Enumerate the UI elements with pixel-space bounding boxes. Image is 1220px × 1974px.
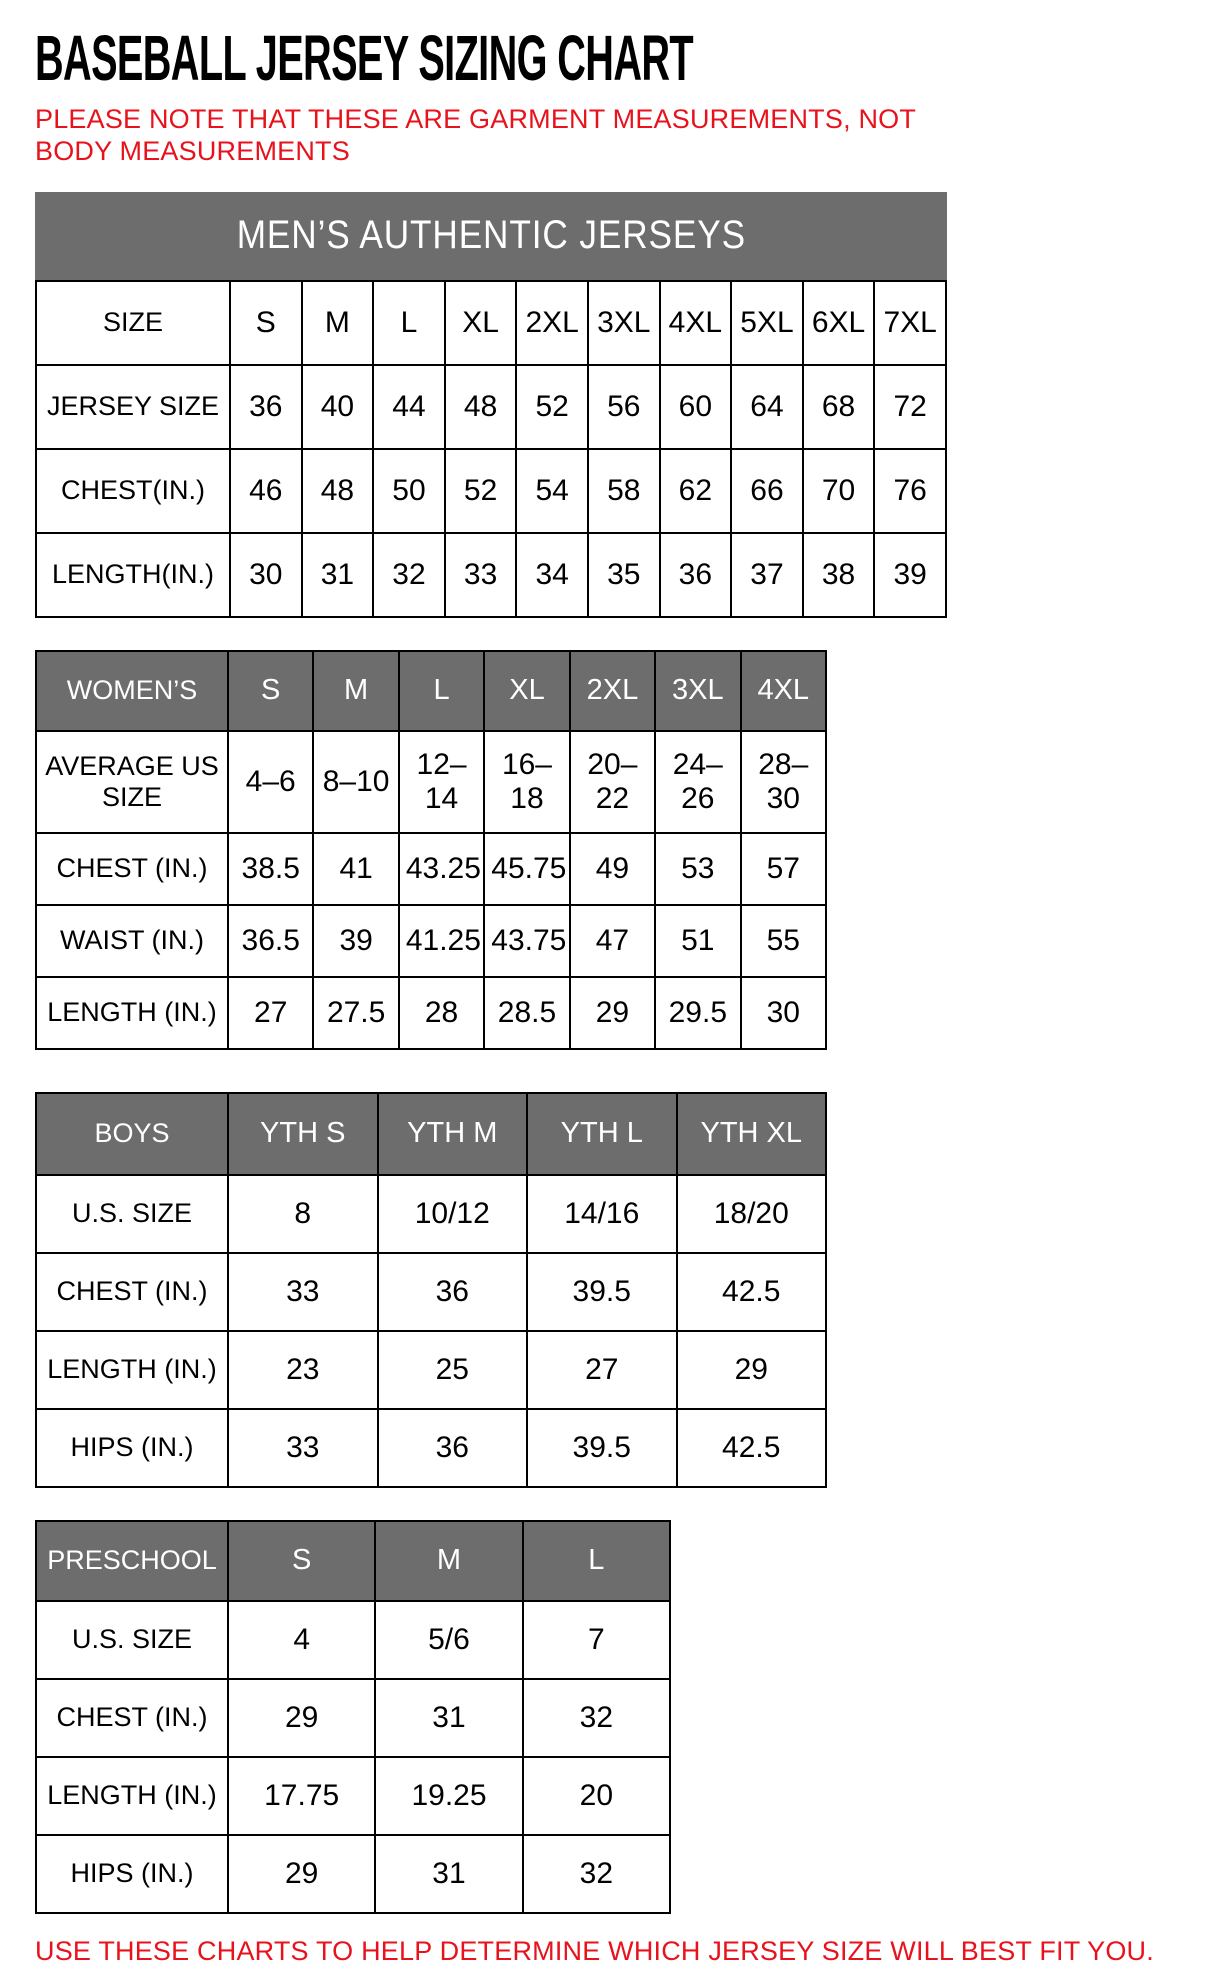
table-header-size: 3XL <box>655 651 740 731</box>
value-cell: 14/16 <box>527 1175 677 1253</box>
value-cell: 18/20 <box>677 1175 827 1253</box>
value-cell: 28 <box>399 977 484 1049</box>
table-row <box>36 905 826 977</box>
preschool-table-section <box>35 1520 1190 1914</box>
value-cell: 39 <box>313 905 398 977</box>
mens-table-banner-text: MEN’S AUTHENTIC JERSEYS <box>236 213 746 258</box>
value-cell: 36.5 <box>228 905 313 977</box>
row-label-cell: WAIST (IN.) <box>36 905 228 977</box>
value-cell: 7 <box>523 1601 670 1679</box>
row-label-cell: JERSEY SIZE <box>36 365 230 449</box>
value-cell: 36 <box>378 1409 528 1487</box>
row-label-cell: LENGTH (IN.) <box>36 1331 228 1409</box>
value-cell: 53 <box>655 833 740 905</box>
table-row <box>36 1601 670 1679</box>
value-cell: 4XL <box>660 281 732 365</box>
value-cell: 52 <box>445 449 517 533</box>
value-cell: 4 <box>228 1601 375 1679</box>
row-label-cell: CHEST (IN.) <box>36 833 228 905</box>
table-header-row <box>36 1093 826 1175</box>
value-cell: 4–6 <box>228 731 313 833</box>
value-cell: 56 <box>588 365 660 449</box>
value-cell: 37 <box>731 533 803 617</box>
row-label-cell: LENGTH (IN.) <box>36 1757 228 1835</box>
value-cell: 5XL <box>731 281 803 365</box>
value-cell: 29 <box>570 977 655 1049</box>
value-cell: 32 <box>523 1835 670 1913</box>
table-header-size: L <box>523 1521 670 1601</box>
value-cell: 50 <box>373 449 445 533</box>
value-cell: 7XL <box>874 281 946 365</box>
value-cell: 54 <box>516 449 588 533</box>
table-row <box>36 281 946 365</box>
mens-table-section <box>35 192 1190 618</box>
table-header-row <box>36 1521 670 1601</box>
table-header-size: S <box>228 651 313 731</box>
value-cell: 43.75 <box>484 905 569 977</box>
row-label-cell: CHEST (IN.) <box>36 1679 228 1757</box>
value-cell: 33 <box>228 1409 378 1487</box>
value-cell: 62 <box>660 449 732 533</box>
value-cell: 36 <box>660 533 732 617</box>
table-row <box>36 1331 826 1409</box>
value-cell: L <box>373 281 445 365</box>
value-cell: 17.75 <box>228 1757 375 1835</box>
value-cell: 33 <box>445 533 517 617</box>
value-cell: 68 <box>803 365 875 449</box>
value-cell: 31 <box>375 1835 522 1913</box>
value-cell: 24–26 <box>655 731 740 833</box>
table-header-size: L <box>399 651 484 731</box>
value-cell: 42.5 <box>677 1409 827 1487</box>
value-cell: XL <box>445 281 517 365</box>
value-cell: 46 <box>230 449 302 533</box>
value-cell: 8 <box>228 1175 378 1253</box>
row-label-cell: CHEST (IN.) <box>36 1253 228 1331</box>
table-row <box>36 533 946 617</box>
value-cell: 36 <box>378 1253 528 1331</box>
value-cell: 36 <box>230 365 302 449</box>
table-row <box>36 1835 670 1913</box>
table-header-label: WOMEN’S <box>36 651 228 731</box>
table-row <box>36 449 946 533</box>
table-header-size: M <box>375 1521 522 1601</box>
value-cell: 72 <box>874 365 946 449</box>
womens-sizing-table <box>35 650 827 1050</box>
table-header-size: 2XL <box>570 651 655 731</box>
preschool-sizing-table <box>35 1520 671 1914</box>
value-cell: 38.5 <box>228 833 313 905</box>
value-cell: 5/6 <box>375 1601 522 1679</box>
value-cell: 10/12 <box>378 1175 528 1253</box>
value-cell: 40 <box>302 365 374 449</box>
value-cell: 64 <box>731 365 803 449</box>
value-cell: 23 <box>228 1331 378 1409</box>
value-cell: 58 <box>588 449 660 533</box>
value-cell: 12–14 <box>399 731 484 833</box>
value-cell: 27.5 <box>313 977 398 1049</box>
table-header-size: 4XL <box>741 651 826 731</box>
value-cell: 27 <box>228 977 313 1049</box>
value-cell: 20 <box>523 1757 670 1835</box>
boys-sizing-table <box>35 1092 827 1488</box>
value-cell: 6XL <box>803 281 875 365</box>
value-cell: 60 <box>660 365 732 449</box>
value-cell: 34 <box>516 533 588 617</box>
value-cell: 45.75 <box>484 833 569 905</box>
value-cell: 41.25 <box>399 905 484 977</box>
value-cell: 32 <box>523 1679 670 1757</box>
value-cell: 38 <box>803 533 875 617</box>
table-header-size: XL <box>484 651 569 731</box>
table-header-size: YTH S <box>228 1093 378 1175</box>
table-header-size: YTH L <box>527 1093 677 1175</box>
value-cell: 70 <box>803 449 875 533</box>
value-cell: 51 <box>655 905 740 977</box>
value-cell: 52 <box>516 365 588 449</box>
page-title <box>35 22 1190 94</box>
page-title-text: BASEBALL JERSEY SIZING CHART <box>35 22 694 94</box>
value-cell: 25 <box>378 1331 528 1409</box>
value-cell: 3XL <box>588 281 660 365</box>
value-cell: 2XL <box>516 281 588 365</box>
value-cell: 16–18 <box>484 731 569 833</box>
value-cell: 29 <box>677 1331 827 1409</box>
table-row <box>36 1253 826 1331</box>
table-header-size: S <box>228 1521 375 1601</box>
value-cell: 57 <box>741 833 826 905</box>
value-cell: 39.5 <box>527 1253 677 1331</box>
table-row <box>36 731 826 833</box>
row-label-cell: CHEST(IN.) <box>36 449 230 533</box>
row-label-cell: LENGTH(IN.) <box>36 533 230 617</box>
value-cell: 76 <box>874 449 946 533</box>
value-cell: 66 <box>731 449 803 533</box>
womens-table-section <box>35 650 1190 1050</box>
table-header-row <box>36 651 826 731</box>
value-cell: 28–30 <box>741 731 826 833</box>
value-cell: 41 <box>313 833 398 905</box>
row-label-cell: U.S. SIZE <box>36 1175 228 1253</box>
value-cell: 29 <box>228 1679 375 1757</box>
row-label-cell: U.S. SIZE <box>36 1601 228 1679</box>
table-header-size: YTH XL <box>677 1093 827 1175</box>
value-cell: 48 <box>445 365 517 449</box>
table-header-size: M <box>313 651 398 731</box>
row-label-cell: HIPS (IN.) <box>36 1835 228 1913</box>
value-cell: 48 <box>302 449 374 533</box>
value-cell: M <box>302 281 374 365</box>
value-cell: 8–10 <box>313 731 398 833</box>
value-cell: 32 <box>373 533 445 617</box>
value-cell: 29.5 <box>655 977 740 1049</box>
row-label-cell: LENGTH (IN.) <box>36 977 228 1049</box>
value-cell: 27 <box>527 1331 677 1409</box>
table-row <box>36 1757 670 1835</box>
value-cell: 20–22 <box>570 731 655 833</box>
row-label-cell: HIPS (IN.) <box>36 1409 228 1487</box>
value-cell: 49 <box>570 833 655 905</box>
value-cell: 30 <box>741 977 826 1049</box>
value-cell: 39 <box>874 533 946 617</box>
value-cell: 35 <box>588 533 660 617</box>
garment-measurement-note: PLEASE NOTE THAT THESE ARE GARMENT MEASUREMENTS, NOT BODY MEASUREMENTS <box>35 104 916 166</box>
table-row <box>36 1409 826 1487</box>
table-row <box>36 1679 670 1757</box>
value-cell: 28.5 <box>484 977 569 1049</box>
value-cell: 33 <box>228 1253 378 1331</box>
value-cell: 31 <box>302 533 374 617</box>
value-cell: 29 <box>228 1835 375 1913</box>
value-cell: 43.25 <box>399 833 484 905</box>
value-cell: 30 <box>230 533 302 617</box>
boys-table-section <box>35 1092 1190 1488</box>
table-header-label: BOYS <box>36 1093 228 1175</box>
mens-table-banner <box>35 192 947 280</box>
table-row <box>36 833 826 905</box>
footer-note: USE THESE CHARTS TO HELP DETERMINE WHICH JERSEY SIZE WILL BEST FIT YOU. <box>35 1935 1154 1966</box>
value-cell: 19.25 <box>375 1757 522 1835</box>
table-header-size: YTH M <box>378 1093 528 1175</box>
table-row <box>36 365 946 449</box>
mens-sizing-table <box>35 280 947 618</box>
table-row <box>36 1175 826 1253</box>
value-cell: 55 <box>741 905 826 977</box>
table-header-label: PRESCHOOL <box>36 1521 228 1601</box>
row-label-cell: AVERAGE US SIZE <box>36 731 228 833</box>
value-cell: S <box>230 281 302 365</box>
value-cell: 31 <box>375 1679 522 1757</box>
value-cell: 47 <box>570 905 655 977</box>
value-cell: 42.5 <box>677 1253 827 1331</box>
table-row <box>36 977 826 1049</box>
row-label-cell: SIZE <box>36 281 230 365</box>
value-cell: 44 <box>373 365 445 449</box>
value-cell: 39.5 <box>527 1409 677 1487</box>
